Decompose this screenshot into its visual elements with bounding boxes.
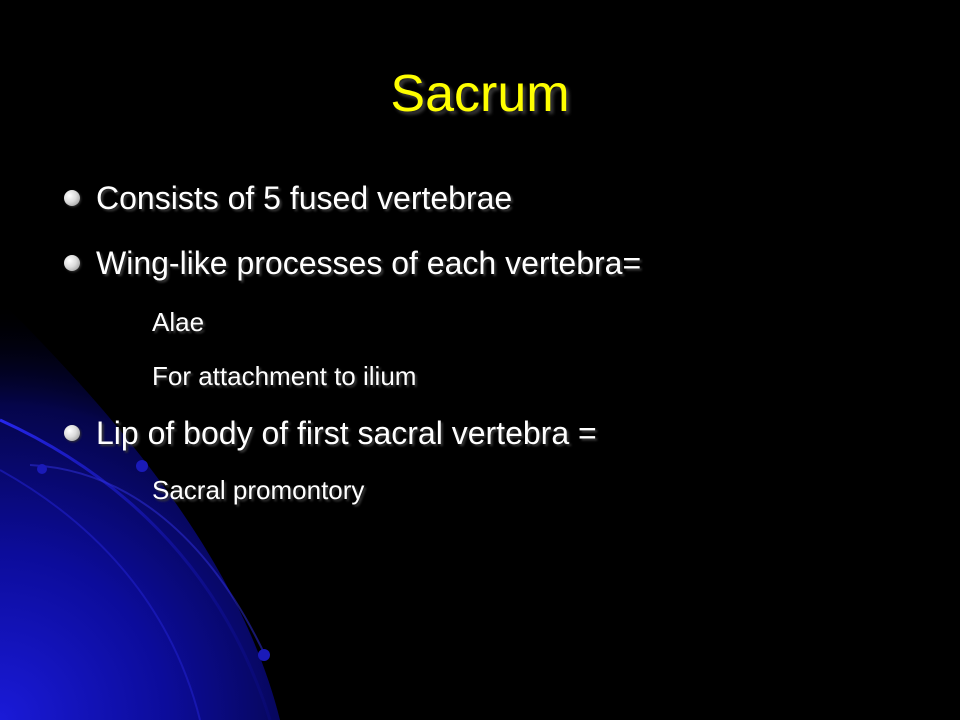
bullet-icon (64, 255, 80, 271)
bullet-item-3: Lip of body of first sacral vertebra = (96, 415, 597, 451)
bullet-icon (64, 190, 80, 206)
bullet-item-2: Wing-like processes of each vertebra= (96, 245, 642, 281)
sub-item-attachment: For attachment to ilium (152, 361, 417, 391)
sub-item-alae: Alae (152, 307, 205, 337)
sub-item-promontory: Sacral promontory (152, 475, 365, 505)
bullet-icon (64, 425, 80, 441)
slide-title: Sacrum (390, 65, 570, 123)
bullet-item-1: Consists of 5 fused vertebrae (96, 180, 513, 216)
decor-dot-1 (37, 464, 47, 474)
decor-dot-2 (136, 460, 148, 472)
decor-dot-3 (258, 649, 270, 661)
